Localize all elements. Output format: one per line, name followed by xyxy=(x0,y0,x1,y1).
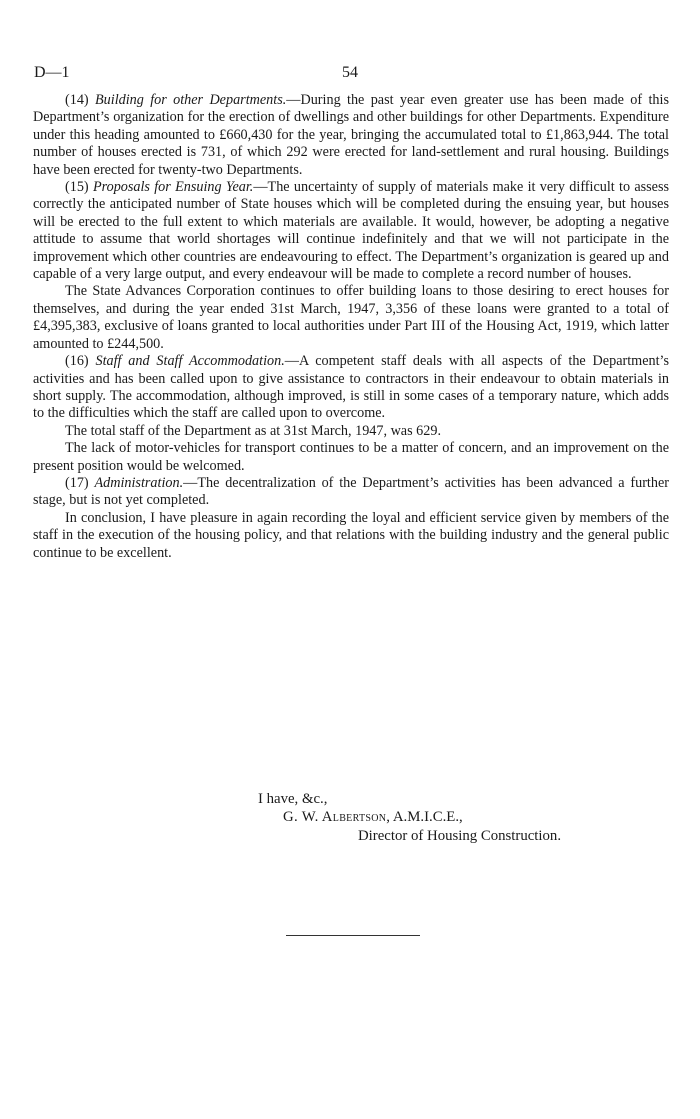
paragraph-text: The State Advances Corporation continues to offer building loans to those desiring to erect houses for themselves, and during the year ended 31st March, 1947, 3,356 of these loans were granted to a total of £4,395,383, exclusive of loans granted to local authorities under Part III of the Housing Act, 1919, which latter amounted to £244,500. xyxy=(33,283,669,352)
signatory-title: Director of Housing Construction. xyxy=(358,828,562,844)
paragraph-heading: Building for other Departments. xyxy=(95,92,287,108)
paragraph-text: —During the past year even greater use has been made of this Department’s organization for the erection of dwellings and other buildings for other Departments. Expenditure under this heading amounted to £660,430 for the year, bringing the accumulated total to £1,863,944. The total number of houses erected is 731, of which 292 were erected for land-settlement and rural housing. Buildings have been erected for twenty-two Departments. xyxy=(33,92,669,178)
signatory-qualification: , A.M.I.C.E., xyxy=(386,809,463,825)
paragraph-text: The total staff of the Department as at 31st March, 1947, was 629. xyxy=(65,422,442,439)
paragraph-heading: Administration. xyxy=(94,474,184,491)
paragraph-text: —The uncertainty of supply of materials make it very difficult to assess correctly the anticipated number of State houses which will be completed during the ensuing year, but houses will be erected to the full extent to which materials are available. It would, however, be adopting a negative attitude to assume that world shortages will continue indefinitely and that we will not participate in the improvement which other countries are endeavouring to effect. The Department’s organization is geared up and capable of a very large output, and every endeavour will be made to complete a record number of houses. xyxy=(33,179,670,283)
paragraph-staff-and-accommodation xyxy=(33,353,669,423)
paragraph-number: (14) xyxy=(65,92,89,108)
paragraph-conclusion xyxy=(33,510,669,562)
paragraph-text: The lack of motor-vehicles for transport continues to be a matter of concern, and an improvement on the present position would be welcomed. xyxy=(33,440,669,474)
paragraph-heading: Proposals for Ensuing Year. xyxy=(92,179,254,196)
paragraph-number: (16) xyxy=(65,353,89,370)
paragraph-building-for-other-departments xyxy=(33,92,669,179)
paragraph-text: In conclusion, I have pleasure in again recording the loyal and efficient service given by members of the staff in the execution of the housing policy, and that relations with the building industry and the general public continue to be excellent. xyxy=(33,509,669,561)
paragraph-text: —A competent staff deals with all aspects of the Department’s activities and has been called upon to give assistance to contractors in their endeavour to obtain materials in short supply. The accommodation, although improved, is still in some cases of a temporary nature, which adds to the difficulties which the staff are called upon to overcome. xyxy=(33,353,669,422)
paragraph-proposals-for-ensuing-year xyxy=(33,179,669,283)
paragraph-administration xyxy=(33,475,669,510)
signatory-name: G. W. Albertson xyxy=(283,809,387,825)
paragraph-total-staff xyxy=(33,423,669,440)
paragraph-motor-vehicles xyxy=(33,440,669,475)
paragraph-number: (15) xyxy=(65,179,89,196)
signature-name-line xyxy=(283,808,463,826)
paragraph-state-advances xyxy=(33,283,669,353)
paragraph-heading: Staff and Staff Accommodation. xyxy=(95,353,285,370)
paragraph-text: —The decentralization of the Department’s activities has been advanced a further stage, but is not yet completed. xyxy=(33,474,669,509)
page-number: 54 xyxy=(342,64,358,81)
document-reference: D—1 xyxy=(34,64,70,81)
paragraph-number: (17) xyxy=(65,474,89,491)
body-text xyxy=(33,92,669,562)
signature-closing: I have, &c., xyxy=(258,791,328,807)
closing-rule xyxy=(286,935,420,936)
